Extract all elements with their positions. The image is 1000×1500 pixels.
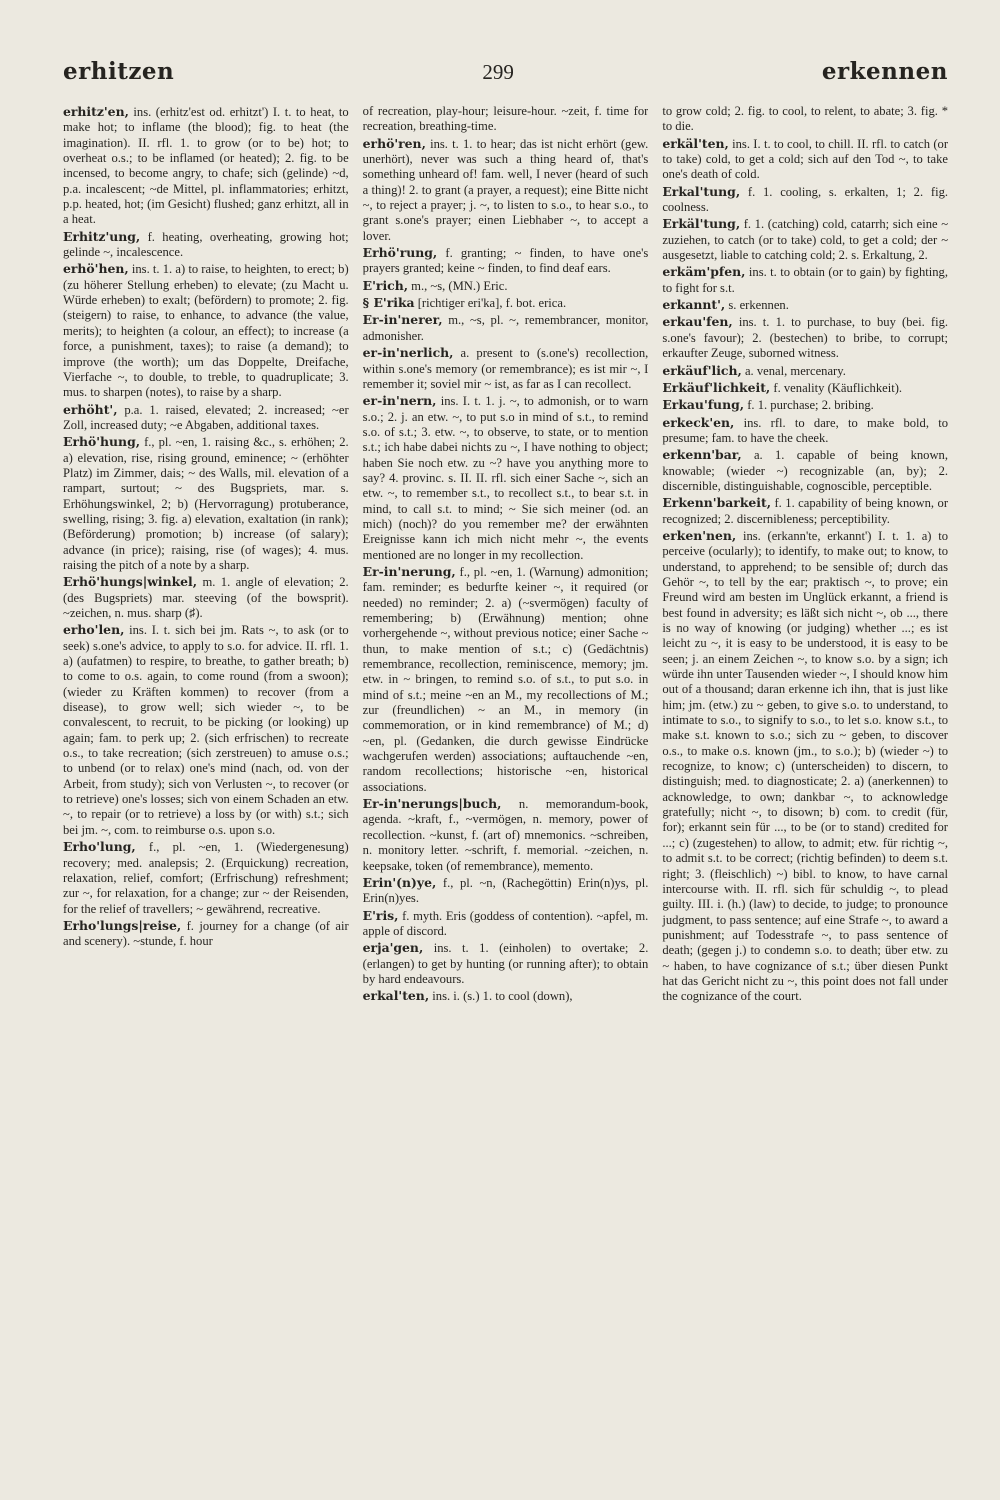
entry-headword: Erho'lung,: [63, 839, 136, 855]
entry-definition: to grow cold; 2. fig. to cool, to relent, to abate; 3. fig. * to die.: [662, 104, 949, 134]
entry-definition: ins. (erhitz'est od. erhitzt') I. t. to heat, to make hot; to inflame (the blood); fig. to heat (the imagination). II. rfl. 1. to grow (or to be) hot; to overheat o.s.; to be inflamed (or heated); 2. fig. to be incensed, to become angry, to chafe; sich (gelinde) ~d, p.a. incalescent; ~de Mittel, pl. inflammatories; erhitzt, p.p. heated, hot; (im Gesicht) flushed; ganz erhitzt, all in a heat.: [63, 105, 349, 227]
entry-definition: ins. I. t. 1. j. ~, to admonish, or to warn s.o.; 2. j. an etw. ~, to put s.o in mind of s.t., to remind s.o. of s.t.; 3. etw. ~, to observe, to state, or to mention s.t.; ich habe dabei nichts zu ~, I have nothing to object; haben Sie noch etw. zu ~? have you anything more to say? 4. provinc. s. II. II. rfl. sich einer Sache ~, sich an etw. ~, to remember s.t., to recollect s.t., to bear s.t. in mind, to call s.t. to mind; ~ Sie sich meiner (od. an mich) (noch)? do you remember me? der erwähnten Ereignisse kann ich mich nicht mehr ~, the events mentioned are no longer in my recollection.: [362, 394, 649, 562]
entry-definition: f., pl. ~en, 1. raising &c., s. erhöhen; 2. a) elevation, rise, rising ground, eminence; ~ (erhöhter Platz) im Zimmer, dais; ~ des Walls, mil. elevation of a rampart, surtout; ~ des Bugspriets, mar. s. Erhöhungswinkel, 2; b) (Hervorragung) protuberance, swelling, rising; 3. fig. a) elevation, exaltation (in rank); (Beförderung) promotion; b) increase (of salary); advance (in price); raising, rise (of wages); 4. mus. raising the pitch of a note by a sharp.: [63, 435, 349, 572]
dictionary-entry: [63, 104, 349, 228]
entry-definition: p.a. 1. raised, elevated; 2. increased; ~er Zoll, increased duty; ~e Abgaben, additional taxes.: [63, 402, 349, 432]
entry-definition: f. myth. Eris (goddess of contention). ~apfel, m. apple of discord.: [362, 908, 649, 938]
column-right: [662, 104, 948, 1456]
entry-definition: m., ~s, pl. ~, remembrancer, monitor, admonisher.: [362, 313, 649, 343]
dictionary-entry: [662, 314, 948, 361]
entry-headword: E'ris,: [362, 907, 399, 923]
dictionary-entry: [662, 415, 948, 447]
dictionary-entry: [363, 988, 649, 1004]
entry-definition: f., pl. ~n, (Rachegöttin) Erin(n)ys, pl. Erin(n)yes.: [362, 875, 649, 906]
dictionary-entry: [63, 229, 349, 261]
entry-headword: erhöht',: [63, 401, 118, 417]
entry-headword: erho'len,: [63, 622, 125, 638]
entry-headword: Erkau'fung,: [662, 397, 745, 413]
entry-headword: Erhö'hungs|winkel,: [63, 574, 198, 590]
dictionary-entry: [363, 875, 649, 907]
entry-headword: Erkäl'tung,: [662, 216, 741, 232]
entry-headword: erhitz'en,: [63, 104, 129, 119]
entry-headword: erhö'hen,: [63, 261, 129, 277]
dictionary-entry: [363, 245, 649, 277]
dictionary-entry: [363, 136, 649, 244]
dictionary-entry: [63, 261, 349, 400]
dictionary-entry: [662, 297, 948, 313]
entry-definition: f. 1. (catching) cold, catarrh; sich eine ~ zuziehen, to catch (or to take) cold, to get a cold; der ~ ausgesetzt, liable to catching cold; 2. s. Erkaltung, 2.: [662, 217, 949, 263]
entry-definition: f., pl. ~en, 1. (Wiedergenesung) recovery; med. analepsis; 2. (Erquickung) recreation, relaxation, relief, comfort; (Erfrischung) refreshment; zur ~, for relaxation, for a change; zur ~ der Reisenden, for the relief of travellers; ~ gewährend, recreative.: [63, 840, 349, 916]
column-middle: [363, 104, 649, 1456]
entry-headword: Erhö'hung,: [63, 434, 141, 450]
dictionary-entry: [63, 402, 349, 434]
dictionary-entry: [363, 564, 649, 795]
entry-headword: Erhö'rung,: [362, 245, 438, 261]
entry-headword: erkannt',: [662, 297, 726, 313]
entry-headword: erja'gen,: [362, 940, 424, 956]
entry-headword: erkal'ten,: [362, 988, 430, 1004]
entry-definition: of recreation, play-hour; leisure-hour. ~zeit, f. time for recreation, breathing-time.: [362, 104, 649, 134]
dictionary-entry: [662, 447, 948, 494]
entry-headword: Er-in'nerungs|buch,: [362, 796, 502, 812]
entry-headword: E'rich,: [362, 277, 409, 293]
dictionary-entry: [662, 184, 948, 216]
dictionary-entry: [662, 528, 948, 1005]
entry-headword: Er-in'nerung,: [362, 563, 456, 579]
entry-definition: f. venality (Käuflichkeit).: [770, 380, 903, 395]
entry-headword: Erkenn'barkeit,: [662, 495, 772, 511]
entry-definition: ins. rfl. to dare, to make bold, to presume; fam. to have the cheek.: [662, 415, 949, 445]
entry-definition: m., ~s, (MN.) Eric.: [408, 278, 508, 293]
entry-headword: Erkal'tung,: [662, 183, 741, 199]
dictionary-entry: [662, 264, 948, 296]
entry-definition: f. granting; ~ finden, to have one's prayers granted; keine ~ finden, to find deaf ears.: [362, 246, 649, 276]
entry-definition: f. 1. purchase; 2. bribing.: [744, 398, 874, 413]
entry-definition: f. 1. cooling, s. erkalten, 1; 2. fig. coolness.: [662, 184, 949, 215]
entry-headword: er-in'nerlich,: [362, 345, 454, 361]
dictionary-entry: [63, 918, 349, 950]
column-left: [63, 104, 349, 1456]
running-head-right: erkennen: [821, 58, 948, 85]
entry-definition: ins. t. 1. to purchase, to buy (bei. fig. s.one's favour); 2. (bestechen) to bribe, to corrupt; erkaufter Zeuge, suborned witness.: [662, 315, 949, 361]
entry-headword: erkäuf'lich,: [662, 362, 742, 378]
dictionary-entry: [63, 622, 349, 838]
entry-definition: f., pl. ~en, 1. (Warnung) admonition; fam. reminder; es bedurfte keiner ~, it required (or needed) no reminder; 2. a) (~svermögen) faculty of remembering; b) (Erwähnung) mention; ohne vorhergehende ~, without previous notice; einer Sache ~ thun, to make mention of s.t.; c) (Gedächtnis) remembrance, recollection, reminiscence, memory; jm. etw. in ~ bringen, to remind s.o. of s.t., to put s.o. in mind of s.t.; meine ~en an M., my recollections of M.; zur (freundlichen) ~ an M., in memory (in commemoration, or in kind remembrance) of M.; d) ~en, pl. (Gedanken, die durch gewisse Eindrücke wachgerufen werden) associations; auftauchende ~en, random recollections; historische ~en, historical associations.: [362, 564, 649, 794]
entry-definition: ins. t. 1. to hear; das ist nicht erhört (gew. unerhört), never was such a thing heard of, that's something unheard of! fam. well, I never (heard of such a thing)! 2. to grant (a prayer, a request); eine Bitte nicht ~, to reject a prayer; j. ~, to listen to s.o., to hear s.o., to grant s.one's prayer; einen Liebhaber ~, to accept a lover.: [362, 136, 649, 243]
entry-definition: f. heating, overheating, growing hot; gelinde ~, incalescence.: [63, 229, 349, 260]
entry-headword: erkenn'bar,: [662, 447, 742, 463]
dictionary-entry: [363, 295, 649, 311]
entry-definition: ins. t. to obtain (or to gain) by fighting, to fight for s.t.: [662, 265, 949, 295]
entry-definition: m. 1. angle of elevation; 2. (des Bugspriets) mar. steeving (of the bowsprit). ~zeichen, n. mus. sharp (♯).: [63, 575, 349, 620]
entry-definition: ins. t. 1. a) to raise, to heighten, to erect; b) (zu höherer Stellung erheben) to elevate; (zu Macht u. Würde erheben) to exalt; (befördern) to promote; 2. fig. (steigern) to raise, to enhance, to advance (the value, merits); to heighten (a colour, an effect); to increase (a force, a punishment, taxes); to raise (a demand); to improve (the worth); um das Doppelte, Dreifache, Vierfache ~, to double, to treble, to quadruplicate; 3. mus. to sharpen (notes), to raise by a sharp.: [63, 262, 349, 400]
entry-definition: s. erkennen.: [725, 298, 789, 313]
entry-definition: n. memorandum-book, agenda. ~kraft, f., ~vermögen, n. memory, power of recollection. ~kunst, f. (art of) mnemonics. ~schreiben, n. monitory letter. ~schrift, f. memorial. ~zeichen, n. keepsake, token (of remembrance), memento.: [362, 797, 649, 873]
running-head-left: erhitzen: [63, 58, 175, 85]
entry-headword: erhö'ren,: [362, 135, 426, 151]
dictionary-entry: [63, 574, 349, 621]
entry-definition: ins. I. t. to cool, to chill. II. rfl. to catch (or to take) cold, to get a cold; sich auf den Tod ~, to take one's death of cold.: [662, 136, 949, 182]
dictionary-entry: [363, 908, 649, 940]
entry-definition: ins. t. 1. (einholen) to overtake; 2. (erlangen) to get by hunting (or running after); to obtain by hard endeavours.: [362, 941, 649, 986]
dictionary-entry: [63, 434, 349, 573]
entry-headword: Er-in'nerer,: [362, 312, 443, 328]
entry-definition: ins. I. t. sich bei jm. Rats ~, to ask (or to seek) s.one's advice, to apply to s.o. for advice. II. rfl. 1. a) (aufatmen) to respire, to breathe, to gather breath; b) to come to o.s. again, to come round (from a swoon); (wieder zu Kräften kommen) to recover (from a disease), to grow well; sich wieder ~, to be convalescent, to recruit, to be picking (or looking) up again; fam. to perk up; 2. (sich erfrischen) to recreate o.s., to take recreation; (sich zerstreuen) to amuse o.s.; to unbend (or to relax) one's mind (nach, od. von der Arbeit, from study); sich von Verlusten ~, to recover (or to retrieve) one's losses; sich von einem Schaden an etw. ~, to repair (or to retrieve) a loss by (or with) s.t.; sich bei jm. ~, com. to reimburse o.s. upon s.o.: [63, 623, 349, 837]
entry-definition: [richtiger eri'ka], f. bot. erica.: [414, 296, 567, 311]
entry-headword: erkäl'ten,: [662, 135, 729, 151]
entry-definition: f. 1. capability of being known, or recognized; 2. discernibleness; perceptibility.: [662, 496, 949, 526]
dictionary-entry: [363, 345, 649, 392]
entry-headword: erkeck'en,: [662, 414, 735, 430]
entry-definition: a. 1. capable of being known, knowable; (wieder ~) recognizable (an, by); 2. discernible, distinguishable, cognoscible, perceptible.: [662, 448, 949, 493]
dictionary-entry: [662, 216, 948, 263]
entry-headword: erken'nen,: [662, 527, 737, 543]
page-number: 299: [482, 60, 514, 84]
entry-headword: er-in'nern,: [362, 393, 437, 409]
entry-definition: ins. (erkann'te, erkannt') I. t. 1. a) to perceive (ocularly); to identify, to make out; to know, to understand, to apprehend; to be sensible of; durch das Gehör ~, to tell by the ear; praktisch ~, to prove; ein Freund wird am besten im Unglück erkannt, a friend is best found in adversity; es läßt sich nicht ~, ob ..., there is no way of knowing (or judging) whether ...; es ist leicht zu ~, it is easy to be understood, it is easy to be seen; j. an einem Zeichen ~, to know s.o. by a sign; ich würde ihn unter Tausenden wieder ~, I should know him out of a thousand; daran erkenne ich ihn, that is just like him; jm. (etw.) zu ~ geben, to give s.o. to understand, to intimate to s.o., to signify to s.o., to let s.o. know s.t., to make s.t. known to s.o.; sich zu ~ geben, to discover o.s., to make o.s. known (jm., to s.o.); b) (wieder ~) to recognize, to know; c) (unterscheiden) to discern, to distinguish; med. to diagnosticate; 2. a) (anerkennen) to acknowledge, to own; dankbar ~, to acknowledge gratefully; nicht ~, to disown; b) com. to credit (für, for); erkannt sein für ..., to be (or to stand) credited for ...; c) (zugestehen) to allow, to admit; etw. für richtig ~, to admit s.t. to be correct; (richtig befinden) to deem s.t. right; 3. (fleischlich) ~) bibl. to know, to have carnal intercourse with. II. rfl. sich für schuldig ~, to plead guilty. III. i. (h.) (law) to decide, to judge; to pronounce judgment, to pass sentence; auf eine Strafe ~, to award a punishment; auf Todesstrafe ~, to pass sentence of death; (gegen j.) to condemn s.o. to death; über etw. zu ~ haben, to have cognizance of s.t.; über diesen Punkt hat das Gericht nicht zu ~, this point does not fall under the cognizance of the court.: [662, 528, 949, 1004]
entry-headword: Erho'lungs|reise,: [63, 917, 182, 933]
dictionary-entry: [662, 495, 948, 527]
entry-headword: erkau'fen,: [662, 314, 733, 330]
dictionary-entry: [363, 312, 649, 344]
entry-definition: f. journey for a change (of air and scenery). ~stunde, f. hour: [63, 918, 349, 949]
page-header: [63, 58, 948, 92]
dictionary-entry: [363, 940, 649, 987]
dictionary-entry: [363, 796, 649, 874]
dictionary-entry: [363, 393, 649, 563]
entry-headword: § E'rika: [362, 295, 415, 311]
dictionary-entry: [662, 136, 948, 183]
entry-headword: erkäm'pfen,: [662, 264, 746, 280]
dictionary-entry: [363, 278, 649, 294]
entry-definition: a. venal, mercenary.: [741, 363, 846, 378]
entry-definition: ins. i. (s.) 1. to cool (down),: [429, 989, 573, 1004]
dictionary-entry: [662, 363, 948, 379]
dictionary-entry: [363, 104, 649, 135]
entry-headword: Erkäuf'lichkeit,: [662, 379, 771, 395]
entry-headword: Erin'(n)ye,: [362, 874, 437, 890]
entry-definition: a. present to (s.one's) recollection, within s.one's memory (or remembrance); es ist mir ~, I remember it; soviel mir ~ ist, as far as I can recollect.: [362, 346, 649, 391]
text-columns: [63, 104, 948, 1456]
dictionary-entry: [662, 104, 948, 135]
dictionary-entry: [63, 839, 349, 917]
dictionary-entry: [662, 397, 948, 413]
dictionary-entry: [662, 380, 948, 396]
entry-headword: Erhitz'ung,: [63, 228, 141, 244]
